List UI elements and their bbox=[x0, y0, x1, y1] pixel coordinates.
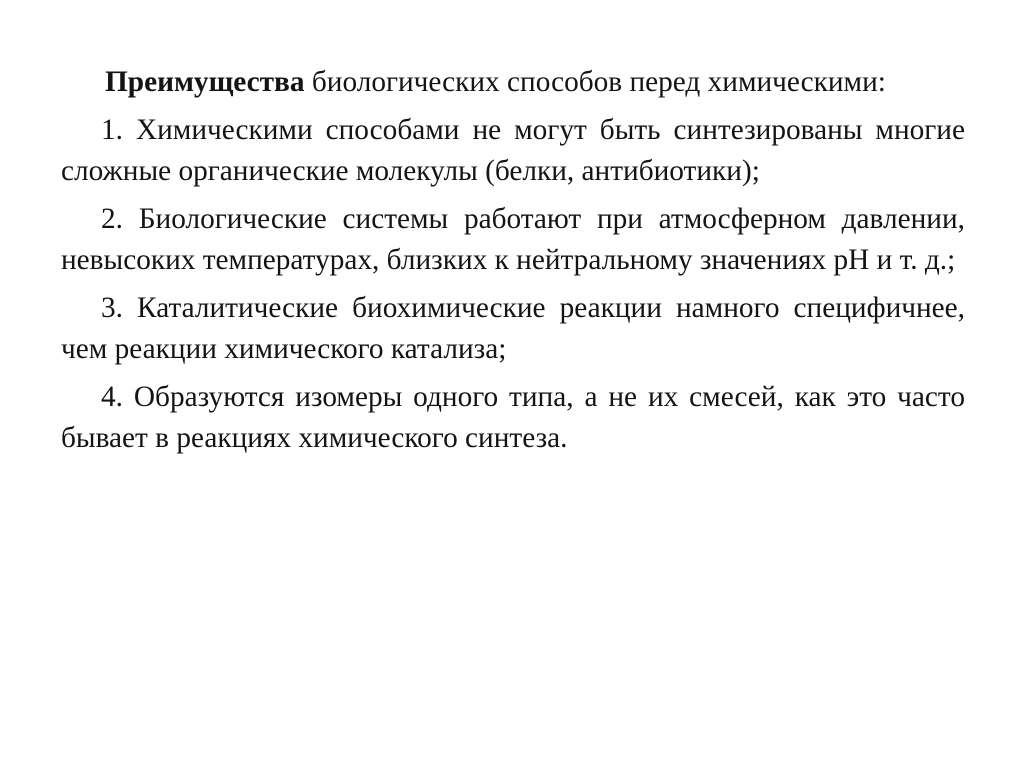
heading-bold-term: Преимущества bbox=[105, 66, 305, 98]
heading-rest-text: биологических способов перед химическими: bbox=[304, 66, 886, 98]
list-item-3: 3. Каталитические биохимические реакции намного специфичнее, чем реакции химического катализа; bbox=[61, 292, 965, 365]
heading-paragraph bbox=[61, 62, 965, 103]
list-item-1: 1. Химическими способами не могут быть синтезированы многие сложные органические молекулы (белки, антибиотики); bbox=[61, 114, 965, 187]
slide-content bbox=[61, 62, 965, 466]
list-item-2: 2. Биологические системы работают при атмосферном давлении, невысоких температурах, близких к нейтральному значениях pH и т. д.; bbox=[61, 203, 965, 276]
list-item-4: 4. Образуются изомеры одного типа, а не их смесей, как это часто бывает в реакциях химического синтеза. bbox=[61, 381, 965, 454]
